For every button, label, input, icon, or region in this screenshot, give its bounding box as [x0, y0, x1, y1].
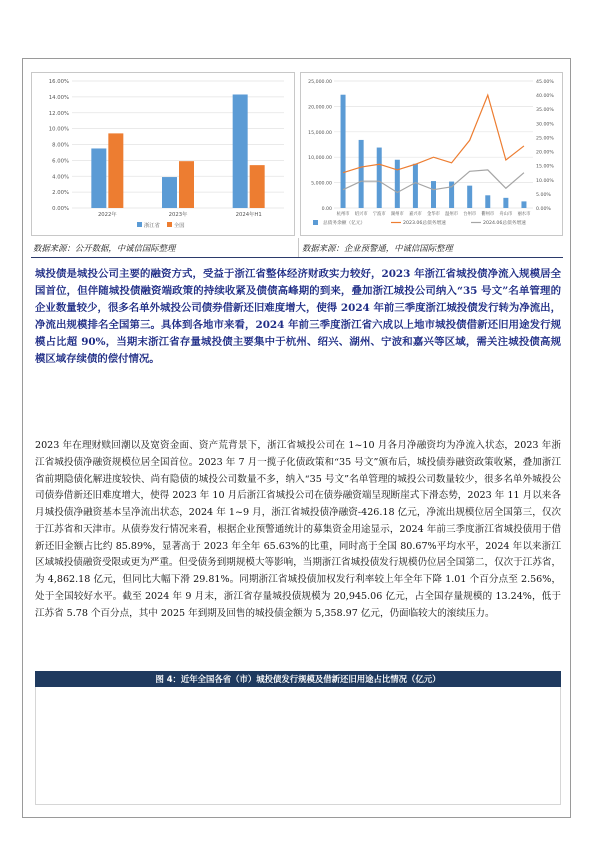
- legend-swatch: [167, 222, 172, 227]
- y-right-tick-label: 20.00%: [536, 150, 554, 156]
- bar-national: [108, 133, 123, 208]
- bar-debt-balance: [395, 160, 400, 208]
- x-tick-label: 嘉兴市: [408, 212, 422, 217]
- y-right-tick-label: 40.00%: [536, 94, 554, 100]
- x-tick-label: 2023年: [168, 212, 188, 218]
- figure-title: 图 4：近年全国各省（市）城投债发行规模及借新还旧用途占比情况（亿元）: [35, 671, 561, 687]
- y-left-tick-label: 15,000.00: [308, 130, 332, 136]
- source-divider: [298, 238, 299, 257]
- y-right-tick-label: 0.00%: [536, 207, 551, 212]
- x-tick-label: 绍兴市: [354, 212, 368, 217]
- y-left-tick-label: 20,000.00: [308, 105, 332, 111]
- source-note-right: 数据来源：企业预警通，中诚信国际整理: [302, 243, 453, 253]
- y-right-tick-label: 10.00%: [536, 178, 554, 184]
- y-tick-label: 8.00%: [52, 142, 69, 149]
- y-right-tick-label: 25.00%: [536, 136, 554, 142]
- bar-debt-balance: [431, 181, 436, 208]
- bar-national: [250, 165, 265, 208]
- bar-debt-balance: [413, 164, 418, 208]
- y-tick-label: 2.00%: [52, 190, 69, 197]
- y-left-tick-label: 10,000.00: [308, 156, 332, 162]
- source-underline: [31, 257, 563, 258]
- bar-zhejiang: [233, 94, 248, 208]
- x-tick-label: 台州市: [463, 212, 477, 217]
- bar-debt-balance: [521, 201, 526, 208]
- legend-label: 全国: [174, 223, 185, 229]
- x-tick-label: 金华市: [427, 212, 440, 217]
- chart-0-svg: [32, 73, 294, 235]
- bar-national: [179, 161, 194, 208]
- y-tick-label: 14.00%: [48, 94, 69, 101]
- legend-label: 2023.06总债务增速: [403, 221, 446, 226]
- chart-1-svg: [301, 73, 562, 235]
- bar-debt-balance: [485, 195, 490, 208]
- line-growth-2023: [343, 95, 524, 173]
- y-right-tick-label: 30.00%: [536, 122, 554, 128]
- x-tick-label: 湖州市: [390, 212, 404, 217]
- legend-label: 2024.06总债务增速: [483, 221, 526, 226]
- legend-swatch: [137, 222, 142, 227]
- y-tick-label: 10.00%: [48, 126, 69, 133]
- legend-label: 总债务余额（亿元）: [323, 221, 366, 226]
- bar-debt-balance: [503, 198, 508, 208]
- source-note-left: 数据来源：公开数据，中诚信国际整理: [33, 243, 176, 253]
- x-tick-label: 丽水市: [517, 212, 531, 217]
- bar-zhejiang: [91, 148, 106, 208]
- bar-debt-balance: [377, 148, 382, 208]
- bar-zhejiang: [162, 177, 177, 208]
- x-tick-label: 宁波市: [372, 212, 386, 217]
- y-right-tick-label: 15.00%: [536, 164, 554, 170]
- y-left-tick-label: 0.00: [321, 207, 332, 212]
- chart-bond-net-growth: [31, 72, 295, 236]
- summary-paragraph: 城投债是城投公司主要的融资方式，受益于浙江省整体经济财政实力较好，2023 年浙江省城投债净流入规模居全国首位，但伴随城投债融资端政策的持续收紧及债债高峰期的到来，叠加浙江城投公司纳入“35 号文”名单管理的企业数量较少，很多名单外城投公司债券借新还旧难度增大，使得 2024 年前三季度浙江城投债发行转为净流出，净流出规模排名全国第三。具体到各地市来看，2024 年前三季度浙江省六成以上地市城投债借新还旧用途发行规模占比超 90%，当期末浙江省存量城投债主要集中于杭州、绍兴、湖州、宁波和嘉兴等区域，需关注城投债高规模区域存续债的偿付情况。: [35, 268, 561, 365]
- y-tick-label: 4.00%: [52, 174, 69, 181]
- figure-area: [35, 687, 561, 805]
- x-tick-label: 衢州市: [481, 212, 495, 217]
- legend-label: 浙江省: [144, 223, 160, 229]
- x-tick-label: 2024年H1: [235, 212, 262, 218]
- y-tick-label: 0.00%: [52, 206, 69, 212]
- x-tick-label: 杭州市: [336, 212, 350, 217]
- bar-debt-balance: [341, 95, 346, 208]
- y-right-tick-label: 45.00%: [536, 80, 554, 85]
- y-right-tick-label: 35.00%: [536, 108, 554, 114]
- x-tick-label: 温州市: [445, 212, 459, 217]
- y-left-tick-label: 25,000.00: [308, 80, 332, 85]
- x-tick-label: 舟山市: [499, 212, 513, 217]
- bar-debt-balance: [467, 186, 472, 208]
- legend-swatch: [313, 220, 318, 225]
- bar-debt-balance: [359, 140, 364, 208]
- body-paragraph: 2023 年在理财赎回潮以及宽资金面、资产荒背景下，浙江省城投公司在 1~10 月各月净融资均为净流入状态，2023 年浙江省城投债净融资规模位居全国首位。2023 年 7 月一揽子化债政策和“35 号文”颁布后，城投债券融资政策收紧，叠加浙江省前期隐债化解进度较快、尚有隐债的城投公司数量不多，纳入“35 号文”名单管理的城投公司数量较少，很多名单外城投公司债券借新还旧难度增大，使得 2023 年 10 月后浙江省城投公司在债券融资端呈现断崖式下滑态势，2023 年 11 月以来各月城投债净融资基本呈净流出状态，2024 年 1~9 月，浙江省城投债净融资-426.18 亿元，净流出规模位居全国第三，仅次于江苏省和天津市。从债券发行情况来看，根据企业预警通统计的募集资金用途显示，2024 年前三季度浙江省城投债用于借新还旧金额占比约 85.89%，显著高于 2023 年全年 65.63%的比重，同时高于全国 80.67%平均水平，2024 年以来浙江区域城投债融资受限或更为严重。但受债务到期规模大等影响，当期浙江省城投债发行规模仍位居全国第二，仅次于江苏省，为 4,862.18 亿元，但同比大幅下滑 29.81%。同期浙江省城投债加权发行利率较上年全年下降 1.01 个百分点至 2.56%，处于全国较好水平。截至 2024 年 9 月末，浙江省存量城投债规模为 20,945.06 亿元，占全国存量规模的 13.24%，低于江苏省 5.78 个百分点，其中 2025 年到期及回售的城投债金额为 5,358.97 亿元，仍面临较大的滚续压力。: [35, 440, 561, 619]
- y-tick-label: 12.00%: [48, 110, 69, 117]
- y-left-tick-label: 5,000.00: [311, 181, 332, 187]
- chart-city-debt: [300, 72, 563, 236]
- y-right-tick-label: 5.00%: [536, 192, 551, 198]
- y-tick-label: 6.00%: [52, 158, 69, 165]
- y-tick-label: 16.00%: [48, 79, 69, 85]
- x-tick-label: 2022年: [97, 212, 117, 218]
